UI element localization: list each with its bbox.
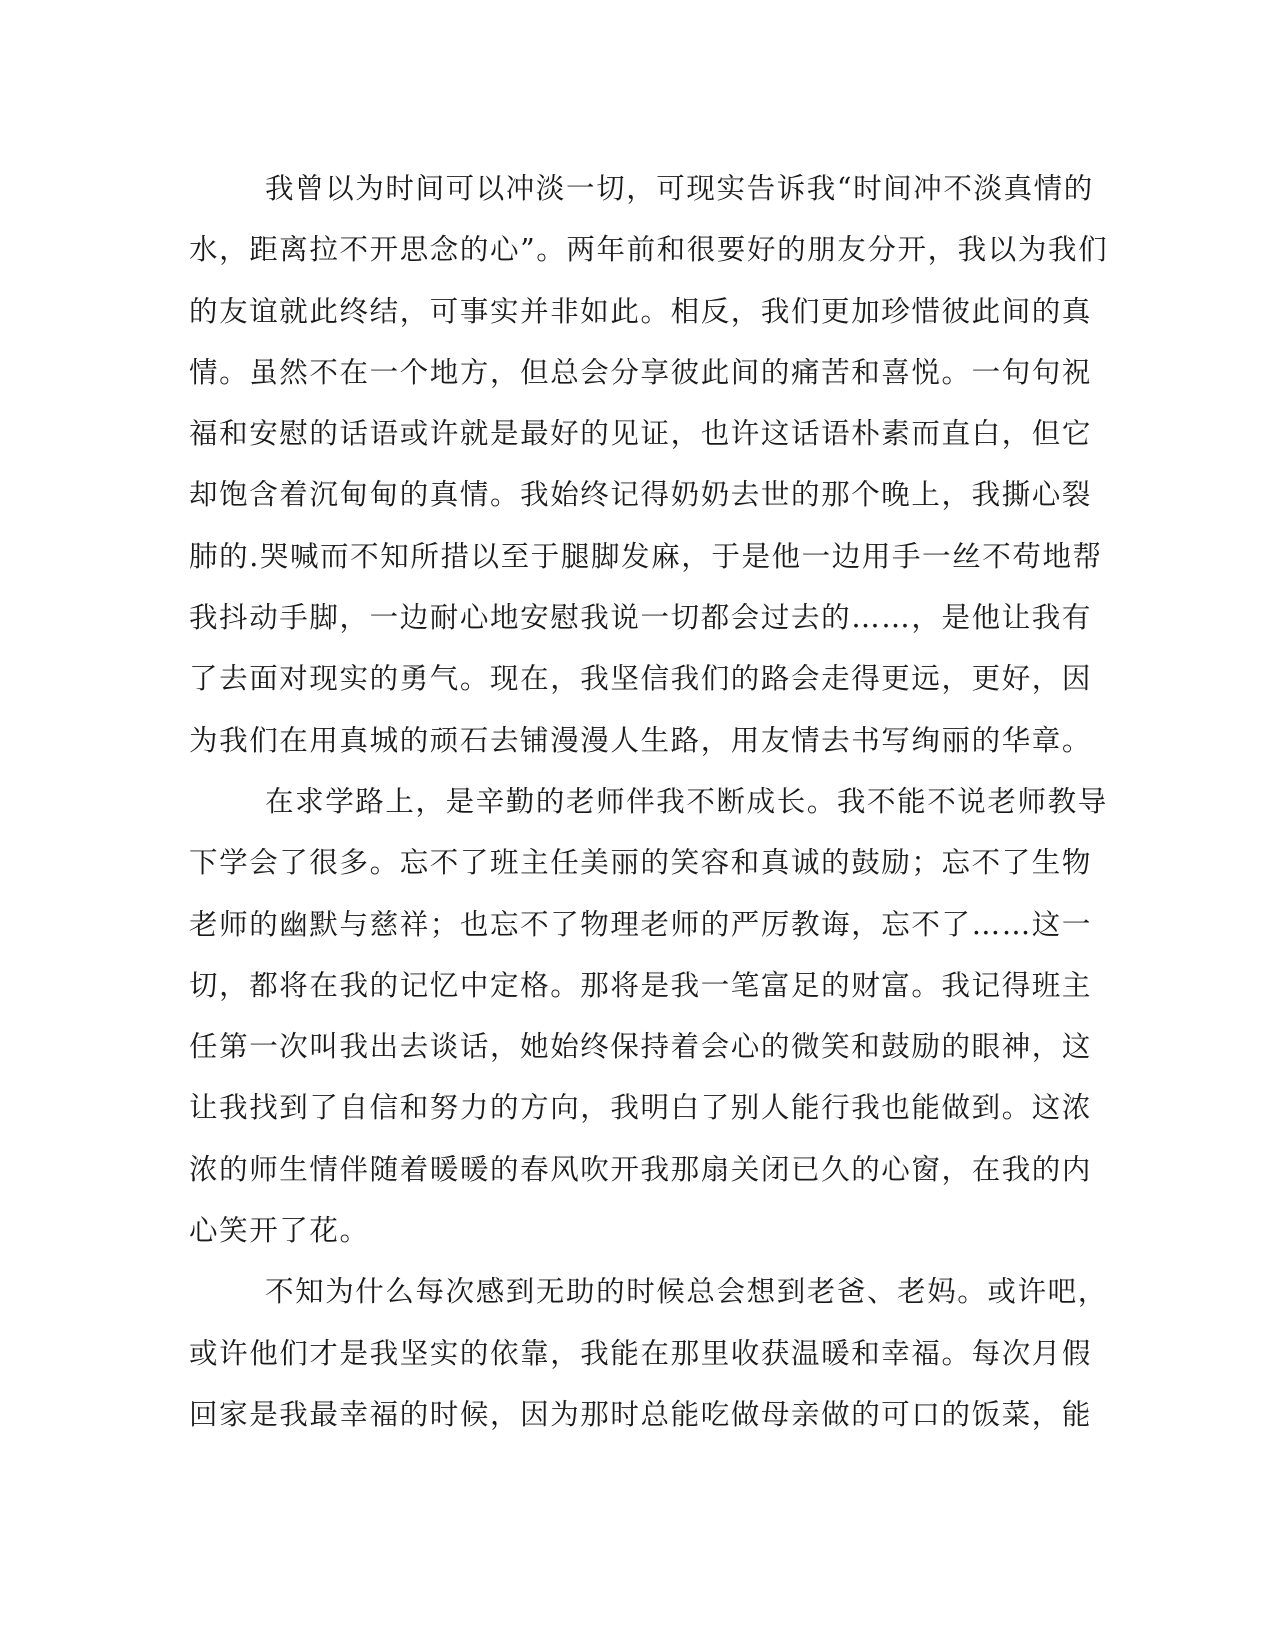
text-line: 回家是我最幸福的时候，因为那时总能吃做母亲做的可口的饭菜，能 [189,1397,1093,1431]
text-line: 的友谊就此终结，可事实并非如此。相反，我们更加珍惜彼此间的真 [189,294,1093,328]
text-line: 老师的幽默与慈祥；也忘不了物理老师的严厉教诲，忘不了……这一 [189,907,1093,941]
text-line: 不知为什么每次感到无助的时候总会想到老爸、老妈。或许吧， [265,1275,1108,1309]
text-line: 心笑开了花。 [189,1214,370,1248]
text-line: 情。虽然不在一个地方，但总会分享彼此间的痛苦和喜悦。一句句祝 [189,355,1093,389]
text-line: 水，距离拉不开思念的心”。两年前和很要好的朋友分开，我以为我们 [189,233,1109,267]
paragraph-2 [189,771,1108,1261]
text-line: 了去面对现实的勇气。现在，我坚信我们的路会走得更远，更好，因 [189,662,1093,696]
text-line: 切，都将在我的记忆中定格。那将是我一笔富足的财富。我记得班主 [189,968,1093,1002]
text-line: 为我们在用真城的顽石去铺漫漫人生路，用友情去书写绚丽的华章。 [189,723,1093,757]
text-line: 却饱含着沉甸甸的真情。我始终记得奶奶去世的那个晚上，我撕心裂 [189,478,1093,512]
paragraph-1 [189,158,1109,771]
text-line: 我抖动手脚，一边耐心地安慰我说一切都会过去的……，是他让我有 [189,601,1093,635]
text-line: 任第一次叫我出去谈话，她始终保持着会心的微笑和鼓励的眼神，这 [189,1030,1093,1064]
text-line: 我曾以为时间可以冲淡一切，可现实告诉我“时间冲不淡真情的 [265,172,1094,205]
body-text [189,158,1109,1445]
text-line: 下学会了很多。忘不了班主任美丽的笑容和真诚的鼓励；忘不了生物 [189,846,1093,880]
text-line: 让我找到了自信和努力的方向，我明白了别人能行我也能做到。这浓 [189,1091,1093,1125]
text-line: 或许他们才是我坚实的依靠，我能在那里收获温暖和幸福。每次月假 [189,1336,1093,1370]
text-line: 在求学路上，是辛勤的老师伴我不断成长。我不能不说老师教导 [265,784,1108,818]
text-line: 浓的师生情伴随着暖暖的春风吹开我那扇关闭已久的心窗，在我的内 [189,1152,1093,1186]
paragraph-3 [189,1261,1108,1445]
text-line: 肺的.哭喊而不知所措以至于腿脚发麻，于是他一边用手一丝不苟地帮 [189,539,1103,573]
text-line: 福和安慰的话语或许就是最好的见证，也许这话语朴素而直白，但它 [189,417,1093,451]
